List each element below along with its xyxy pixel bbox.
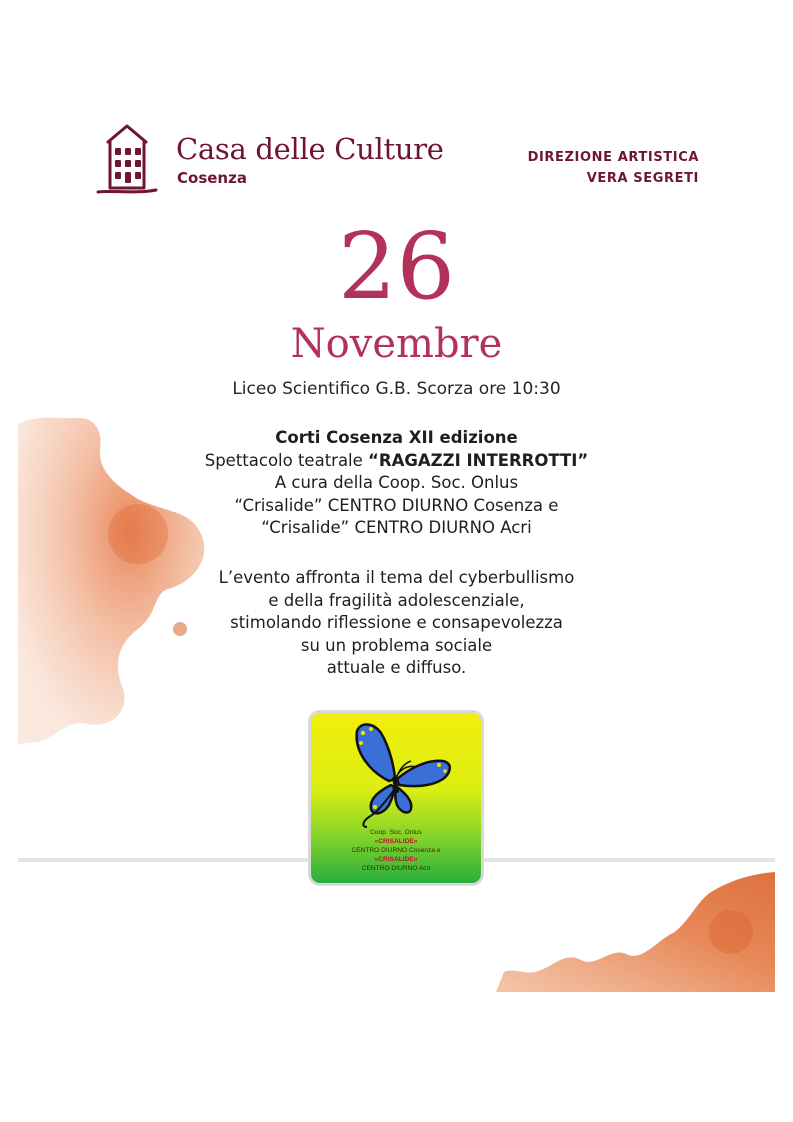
show-title: “RAGAZZI INTERROTTI” xyxy=(368,450,589,470)
watercolor-splash-right xyxy=(496,872,775,992)
description-line: su un problema sociale xyxy=(300,635,493,655)
partner-caption xyxy=(311,828,481,873)
description-line: L’evento affronta il tema del cyberbullismo xyxy=(218,568,575,587)
description-line: stimolando riflessione e consapevolezza xyxy=(230,613,563,632)
festival-name: Corti Cosenza XII edizione xyxy=(275,428,518,447)
direction-label: DIREZIONE ARTISTICA xyxy=(527,150,699,165)
event-venue: Liceo Scientifico G.B. Scorza ore 10:30 xyxy=(232,379,561,399)
brand-city: Cosenza xyxy=(177,169,247,187)
partner-line-1: Coop. Soc. Onlus «CRISALIDE» xyxy=(370,829,422,845)
organizer-1: “Crisalide” CENTRO DIURNO Cosenza e xyxy=(234,495,559,515)
artistic-direction xyxy=(528,147,699,189)
event-day: 26 xyxy=(337,213,456,320)
director-name: VERA SEGRETI xyxy=(586,171,699,186)
partner-logo xyxy=(308,710,484,886)
event-month: Novembre xyxy=(290,321,503,367)
show-line xyxy=(18,450,775,473)
butterfly-icon xyxy=(339,721,459,836)
event-details xyxy=(18,427,775,540)
brand-name: Casa delle Culture xyxy=(176,132,444,166)
building-logo-icon xyxy=(96,120,158,198)
show-prefix: Spettacolo teatrale xyxy=(204,450,369,470)
partner-line-3: «CRISALIDE» xyxy=(374,856,418,863)
description-line: attuale e diffuso. xyxy=(326,658,467,677)
event-poster xyxy=(18,22,775,992)
organizer-2: “Crisalide” CENTRO DIURNO Acri xyxy=(261,518,532,537)
event-description xyxy=(18,567,775,680)
partner-line-2: CENTRO DIURNO Cosenza e xyxy=(351,847,441,854)
curated-by: A cura della Coop. Soc. Onlus xyxy=(274,473,519,492)
description-line: e della fragilità adolescenziale, xyxy=(268,590,525,610)
partner-line-4: CENTRO DIURNO Acri xyxy=(361,865,431,872)
